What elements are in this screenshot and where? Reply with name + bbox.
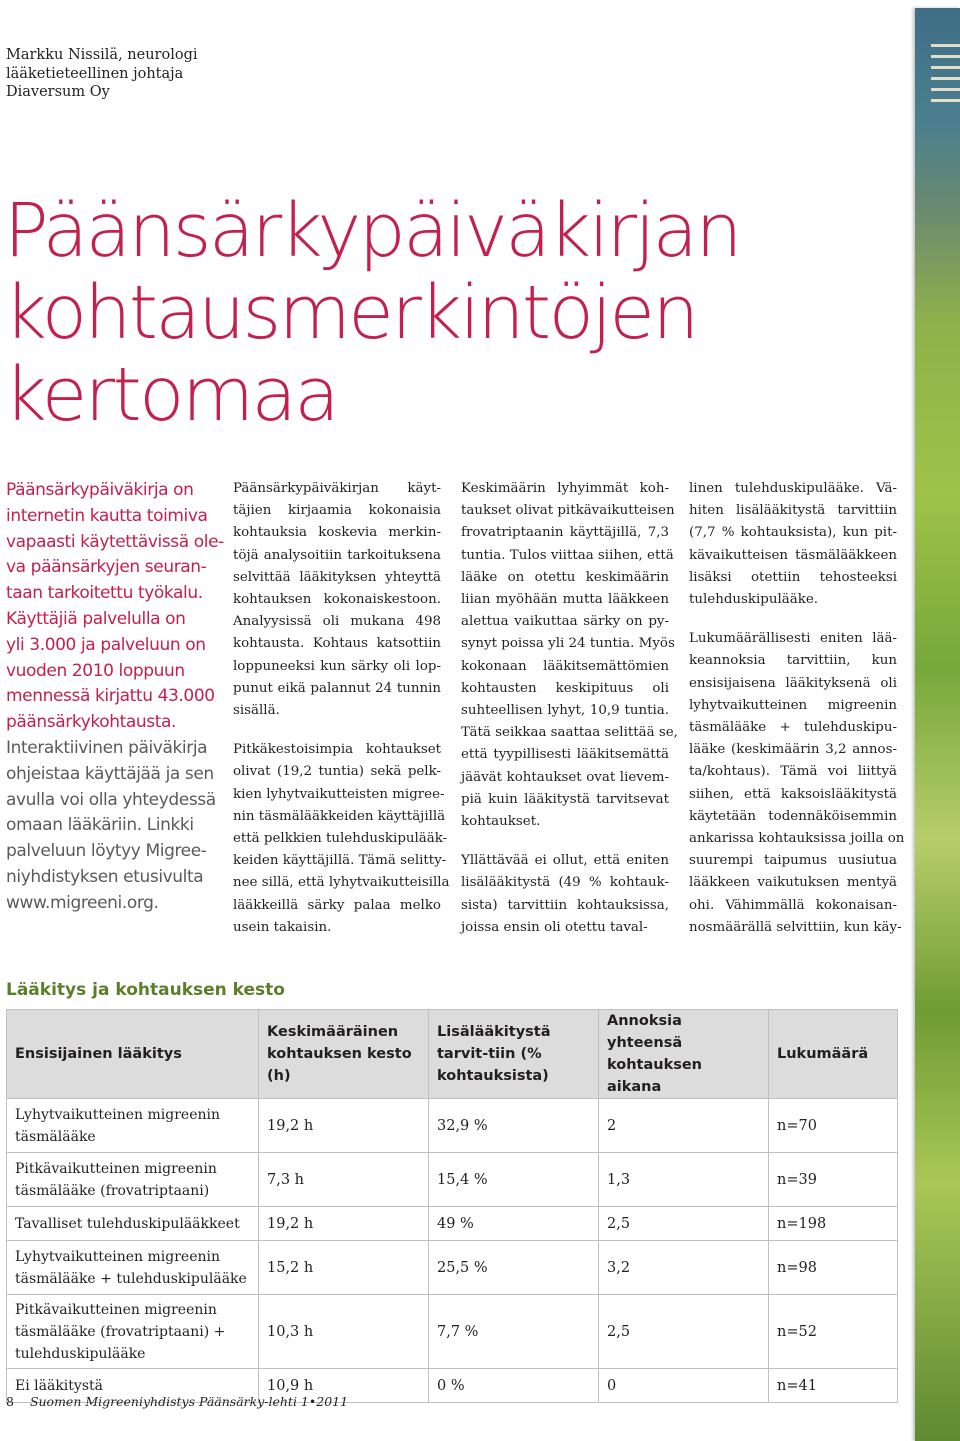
- text-line: kohtaukset.: [461, 814, 541, 830]
- lead-paragraph: [6, 478, 224, 917]
- lead-line: Päänsärkypäiväkirja on: [6, 480, 194, 500]
- title-line: kertomaa: [4, 352, 338, 438]
- cover-photo-strip: [915, 8, 960, 1441]
- text-line: kävaikutteisen täsmälääkkeen: [689, 547, 897, 563]
- text-line: olivat (19,2 tuntia) sekä pelk-: [233, 764, 441, 780]
- text-line: lääke on otettu keskimäärin: [461, 569, 669, 585]
- table-title: Lääkitys ja kohtauksen kesto: [6, 980, 285, 1000]
- lead-line: ohjeistaa käyttäjää ja sen: [6, 763, 214, 784]
- lead-line: päänsärkykohtausta.: [6, 712, 176, 733]
- text-line: sisällä.: [233, 703, 280, 719]
- text-line: töjä analysoitiin tarkoituksena: [233, 547, 441, 563]
- text-line: Päänsärkypäiväkirjan käyt-: [233, 481, 441, 496]
- page-number: 8: [6, 1394, 14, 1409]
- text-line: usein takaisin.: [233, 919, 332, 935]
- text-line: käytetään todennäköisemmin: [689, 808, 897, 824]
- cell-count: n=70: [769, 1099, 898, 1153]
- title-line: Päänsärkypäiväkirjan: [4, 188, 740, 274]
- article-title: [4, 188, 740, 438]
- medication-table: [6, 1009, 898, 1403]
- text-line: täsmälääke + tulehduskipu-: [689, 720, 897, 736]
- lead-line: yli 3.000 ja palveluun on: [6, 634, 206, 655]
- text-line: joissa ensin oli otettu taval-: [461, 919, 648, 935]
- paragraph: [233, 478, 441, 722]
- table-row: [7, 1241, 898, 1295]
- text-line: ankarissa kohtauksissa joilla on: [689, 831, 905, 847]
- cell-doses: 0: [599, 1369, 769, 1403]
- text-line: sista) tarvittiin kohtauksissa,: [461, 897, 669, 913]
- text-line: ta/kohtaus). Tämä voi liittyä: [689, 764, 897, 780]
- text-line: linen tulehduskipulääke. Vä-: [689, 481, 897, 496]
- cell-duration: 19,2 h: [259, 1099, 429, 1153]
- publication-name: Suomen Migreeniyhdistys Päänsärky-lehti 1•2011: [29, 1394, 349, 1409]
- text-line: loppuneeksi kun särky oli lop-: [233, 658, 441, 674]
- cell-duration: 7,3 h: [259, 1153, 429, 1207]
- header-medication: Ensisijainen lääkitys: [7, 1010, 259, 1099]
- cell-doses: 3,2: [599, 1241, 769, 1295]
- cell-doses: 2,5: [599, 1207, 769, 1241]
- cell-extra-medication: 0 %: [429, 1369, 599, 1403]
- text-line: täjien kirjaamia kokonaisia: [233, 503, 441, 519]
- cell-count: n=198: [769, 1207, 898, 1241]
- cell-doses: 1,3: [599, 1153, 769, 1207]
- text-line: (7,7 % kohtauksista), kun pit-: [689, 525, 897, 541]
- lead-line: niyhdistyksen etusivulta: [6, 866, 204, 887]
- cell-duration: 10,3 h: [259, 1295, 429, 1369]
- text-line: jäävät kohtaukset ovat lievem-: [461, 769, 669, 785]
- table-row: [7, 1099, 898, 1153]
- paragraph: [689, 478, 897, 611]
- header-extra-medication: Lisälääkitystä tarvit-tiin (% kohtauksista): [429, 1010, 599, 1099]
- text-line: alettua vaikuttaa särky on py-: [461, 614, 669, 630]
- text-line: nosmäärällä selvittiin, kun käy-: [689, 919, 902, 935]
- text-line: nin täsmälääkkeiden käyttäjillä: [233, 808, 446, 824]
- text-line: kohtausta. Kohtaus katsottiin: [233, 636, 441, 652]
- text-line: lyhytvaikutteinen migreenin: [689, 697, 897, 713]
- text-line: ohi. Vähimmällä kokonaisan-: [689, 897, 897, 913]
- lead-line: Interaktiivinen päiväkirja: [6, 737, 208, 758]
- text-line: kohtauksen kokonaiskestoon.: [233, 592, 441, 608]
- cell-medication: Tavalliset tulehduskipulääkkeet: [7, 1207, 259, 1241]
- cover-text-decoration: [931, 44, 960, 164]
- body-column-2: [233, 478, 450, 939]
- text-line: kohtauksia koskevia merkin-: [233, 525, 441, 541]
- text-line: Lukumäärällisesti eniten lää-: [689, 631, 897, 647]
- text-line: lääkkeen vaikutuksen mentyä: [689, 875, 897, 891]
- cell-extra-medication: 15,4 %: [429, 1153, 599, 1207]
- text-line: että tyypillisesti lääkitsemättä: [461, 747, 669, 763]
- lead-line: taan tarkoitettu työkalu.: [6, 583, 203, 604]
- lead-line: vuoden 2010 loppuun: [6, 660, 185, 681]
- header-count: Lukumäärä: [769, 1010, 898, 1099]
- text-line: liian myöhään mutta lääkkeen: [461, 592, 669, 608]
- cell-extra-medication: 25,5 %: [429, 1241, 599, 1295]
- title-line: kohtausmerkintöjen: [4, 270, 697, 356]
- cell-duration: 10,9 h: [259, 1369, 429, 1403]
- paragraph: [461, 478, 678, 833]
- text-line: Pitkäkestoisimpia kohtaukset: [233, 742, 441, 758]
- lead-line: omaan lääkäriin. Linkki: [6, 815, 194, 836]
- author-company: Diaversum Oy: [6, 84, 110, 100]
- table-row: [7, 1207, 898, 1241]
- text-line: Tätä seikkaa saattaa selittää se,: [461, 725, 678, 741]
- author-name: Markku Nissilä, neurologi: [6, 47, 198, 63]
- cell-medication: Lyhytvaikutteinen migreenin täsmälääke: [7, 1099, 259, 1153]
- table-header-row: [7, 1010, 898, 1099]
- text-line: keannoksia tarvittiin, kun: [689, 653, 897, 669]
- author-role: lääketieteellinen johtaja: [6, 65, 184, 82]
- cell-duration: 19,2 h: [259, 1207, 429, 1241]
- paragraph: [689, 628, 905, 939]
- text-line: selvittää lääkityksen yhteyttä: [233, 569, 441, 585]
- text-line: lisäksi otettiin tehosteeksi: [689, 569, 897, 585]
- text-line: piä kuin lääkitystä tarvitsevat: [461, 791, 669, 807]
- text-line: punut eikä palannut 24 tunnin: [233, 680, 441, 696]
- cell-medication: Ei lääkitystä: [7, 1369, 259, 1403]
- cell-medication: Pitkävaikutteinen migreenin täsmälääke (frovatriptaani) + tulehduskipulääke: [7, 1295, 259, 1369]
- cell-extra-medication: 49 %: [429, 1207, 599, 1241]
- text-line: Keskimäärin lyhyimmät koh-: [461, 481, 669, 496]
- text-line: siihen, että kaksoislääkitystä: [689, 786, 897, 802]
- text-line: ensisijaisena lääkityksenä oli: [689, 675, 897, 691]
- text-line: Yllättävää ei ollut, että eniten: [461, 853, 669, 869]
- cell-extra-medication: 7,7 %: [429, 1295, 599, 1369]
- header-doses: Annoksia yhteensä kohtauksen aikana: [599, 1010, 769, 1099]
- text-line: kohtausten keskipituus oli: [461, 680, 669, 696]
- text-line: kokonaan lääkitsemättömien: [461, 658, 669, 674]
- cell-count: n=39: [769, 1153, 898, 1207]
- text-line: lääke (keskimäärin 3,2 annos-: [689, 742, 897, 758]
- cell-medication: Lyhytvaikutteinen migreenin täsmälääke + tulehduskipulääke: [7, 1241, 259, 1295]
- cell-doses: 2: [599, 1099, 769, 1153]
- text-line: tuntia. Tulos viittaa siihen, että: [461, 547, 674, 563]
- cell-count: n=41: [769, 1369, 898, 1403]
- paragraph: [461, 850, 669, 939]
- text-line: Analyysissä oli mukana 498: [233, 614, 441, 630]
- cell-doses: 2,5: [599, 1295, 769, 1369]
- paragraph: [233, 739, 450, 939]
- cell-medication: Pitkävaikutteinen migreenin täsmälääke (frovatriptaani): [7, 1153, 259, 1207]
- lead-line: mennessä kirjattu 43.000: [6, 686, 215, 707]
- text-line: keiden käyttäjillä. Tämä selitty-: [233, 853, 447, 869]
- text-line: frovatriptaanin käyttäjillä, 7,3: [461, 525, 669, 541]
- text-line: taukset olivat pitkävaikutteisen: [461, 503, 675, 519]
- lead-line: palveluun löytyy Migree-: [6, 841, 207, 862]
- lead-line: www.migreeni.org.: [6, 892, 159, 913]
- lead-line: internetin kautta toimiva: [6, 505, 208, 526]
- text-line: suhteellisen lyhyt, 10,9 tuntia.: [461, 703, 669, 719]
- text-line: tulehduskipulääke.: [689, 592, 819, 608]
- header-duration: Keskimääräinen kohtauksen kesto (h): [259, 1010, 429, 1099]
- lead-line: Käyttäjiä palvelulla on: [6, 608, 186, 629]
- text-line: että pelkkien tulehduskipulääk-: [233, 831, 448, 847]
- page-footer: [6, 1394, 348, 1409]
- table-row: [7, 1295, 898, 1369]
- body-column-3: [461, 478, 678, 939]
- text-line: kien lyhytvaikutteisten migree-: [233, 786, 445, 802]
- lead-line: avulla voi olla yhteydessä: [6, 789, 216, 810]
- lead-line: vapaasti käytettävissä ole-: [6, 531, 224, 552]
- cell-count: n=98: [769, 1241, 898, 1295]
- text-line: synyt poissa yli 24 tuntia. Myös: [461, 636, 675, 652]
- text-line: suurempi taipumus uusiutua: [689, 853, 897, 869]
- cell-count: n=52: [769, 1295, 898, 1369]
- author-byline: [6, 46, 198, 102]
- cell-duration: 15,2 h: [259, 1241, 429, 1295]
- text-line: hiten lisälääkitystä tarvittiin: [689, 503, 897, 519]
- cell-extra-medication: 32,9 %: [429, 1099, 599, 1153]
- body-column-4: [689, 478, 905, 939]
- table-row: [7, 1153, 898, 1207]
- text-line: lääkkeillä särky palaa melko: [233, 897, 441, 913]
- text-line: nee sillä, että lyhytvaikutteisilla: [233, 875, 450, 891]
- lead-line: va päänsärkyjen seuran-: [6, 557, 207, 578]
- text-line: lisälääkitystä (49 % kohtauk-: [461, 875, 669, 891]
